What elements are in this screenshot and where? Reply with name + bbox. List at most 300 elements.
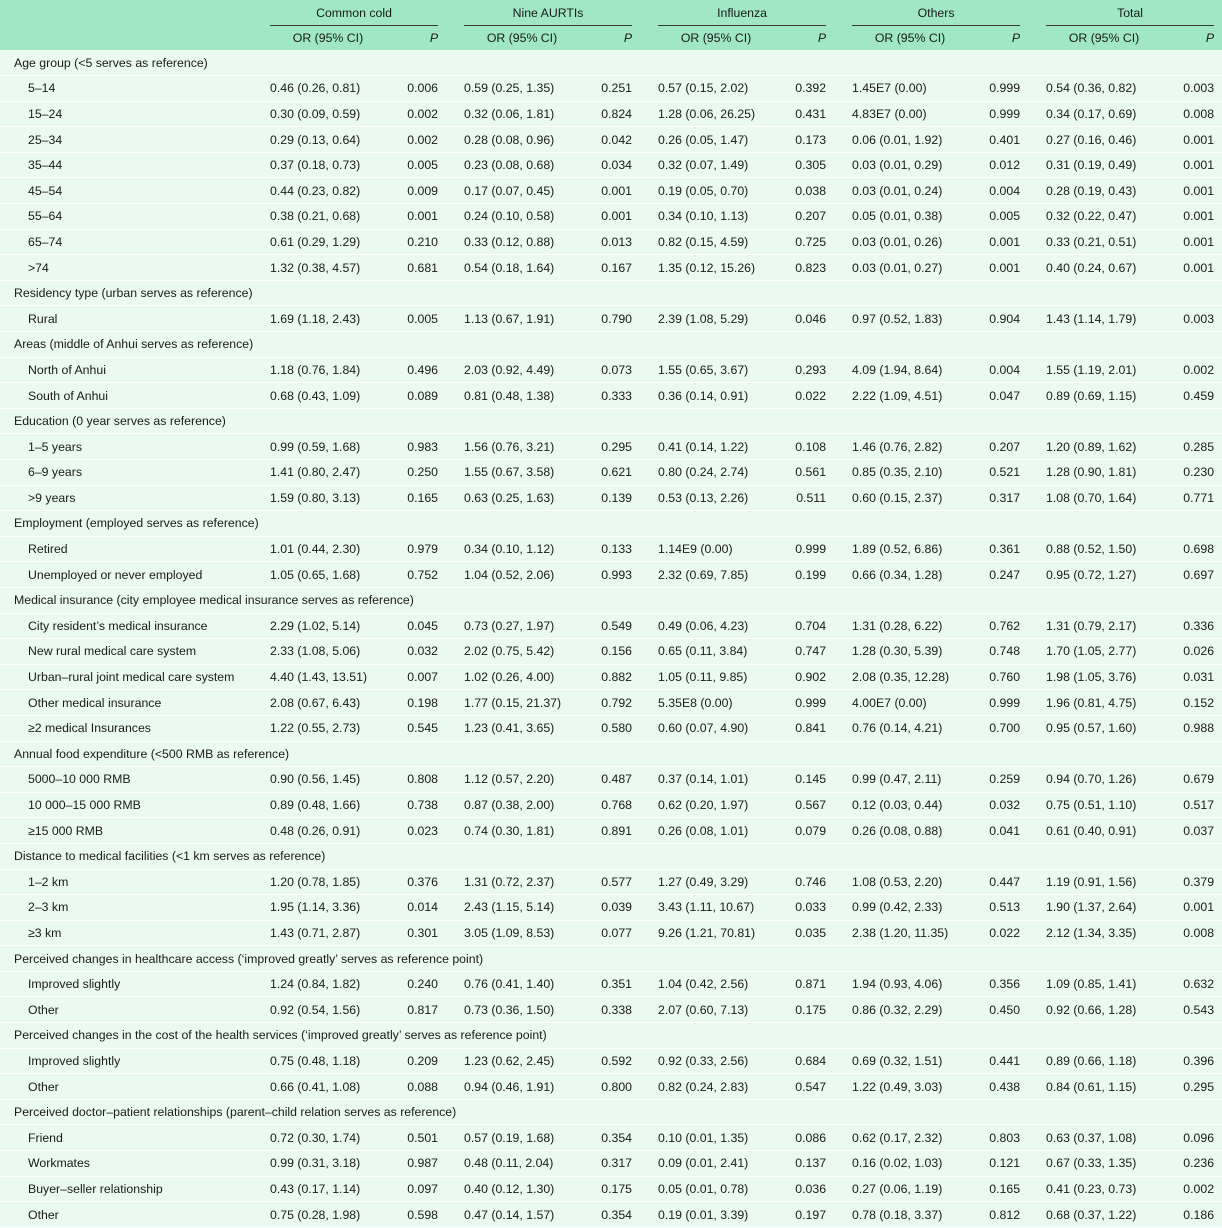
p-value-cell: 0.771 — [1170, 485, 1222, 511]
or-ci-cell: 0.31 (0.19, 0.49) — [1038, 152, 1170, 178]
p-value-cell: 0.441 — [976, 1048, 1028, 1074]
p-value-cell: 0.002 — [1170, 1176, 1222, 1202]
table-row — [0, 101, 1222, 127]
p-value-cell: 0.501 — [394, 1125, 446, 1151]
p-value-cell: 0.014 — [394, 895, 446, 921]
p-value-cell: 0.207 — [976, 434, 1028, 460]
p-value-cell: 0.746 — [782, 869, 834, 895]
table-row — [0, 152, 1222, 178]
p-value-cell: 0.760 — [976, 664, 1028, 690]
p-value-cell: 0.679 — [1170, 767, 1222, 793]
section-row — [0, 50, 1222, 76]
or-ci-cell: 2.02 (0.75, 5.42) — [456, 639, 588, 665]
p-value-cell: 0.545 — [394, 715, 446, 741]
p-value-cell: 0.904 — [976, 306, 1028, 332]
p-value-cell: 0.108 — [782, 434, 834, 460]
p-value-cell: 0.871 — [782, 971, 834, 997]
p-value-cell: 0.700 — [976, 715, 1028, 741]
or-ci-cell: 0.68 (0.43, 1.09) — [262, 383, 394, 409]
or-ci-cell: 0.95 (0.72, 1.27) — [1038, 562, 1170, 588]
or-ci-cell: 0.46 (0.26, 0.81) — [262, 76, 394, 102]
row-label: Retired — [0, 536, 262, 562]
header-p-label: P — [1011, 31, 1021, 45]
p-value-cell: 0.333 — [588, 383, 640, 409]
or-ci-cell: 1.35 (0.12, 15.26) — [650, 255, 782, 281]
p-value-cell: 0.046 — [782, 306, 834, 332]
or-ci-cell: 1.45E7 (0.00) — [844, 76, 976, 102]
row-label: >9 years — [0, 485, 262, 511]
or-ci-cell: 0.26 (0.08, 0.88) — [844, 818, 976, 844]
p-value-cell: 0.621 — [588, 460, 640, 486]
or-ci-cell: 0.99 (0.47, 2.11) — [844, 767, 976, 793]
row-label: North of Anhui — [0, 357, 262, 383]
or-ci-cell: 1.77 (0.15, 21.37) — [456, 690, 588, 716]
p-value-cell: 0.037 — [1170, 818, 1222, 844]
p-value-cell: 0.167 — [588, 255, 640, 281]
p-value-cell: 0.401 — [976, 127, 1028, 153]
or-ci-cell: 0.63 (0.37, 1.08) — [1038, 1125, 1170, 1151]
or-ci-cell: 1.31 (0.28, 6.22) — [844, 613, 976, 639]
row-label: Other — [0, 1202, 262, 1228]
p-value-cell: 0.152 — [1170, 690, 1222, 716]
p-value-cell: 0.042 — [588, 127, 640, 153]
table-row — [0, 127, 1222, 153]
header-p-label: P — [623, 31, 633, 45]
row-label: ≥3 km — [0, 920, 262, 946]
p-value-cell: 0.808 — [394, 767, 446, 793]
p-value-cell: 0.079 — [782, 818, 834, 844]
section-row — [0, 741, 1222, 767]
row-label: 55–64 — [0, 204, 262, 230]
or-ci-cell: 0.72 (0.30, 1.74) — [262, 1125, 394, 1151]
p-value-cell: 0.198 — [394, 690, 446, 716]
or-ci-cell: 0.16 (0.02, 1.03) — [844, 1151, 976, 1177]
or-ci-cell: 0.84 (0.61, 1.15) — [1038, 1074, 1170, 1100]
or-ci-cell: 1.55 (0.67, 3.58) — [456, 460, 588, 486]
or-ci-cell: 1.22 (0.55, 2.73) — [262, 715, 394, 741]
p-value-cell: 0.210 — [394, 229, 446, 255]
table-row — [0, 1048, 1222, 1074]
p-value-cell: 0.983 — [394, 434, 446, 460]
or-ci-cell: 0.10 (0.01, 1.35) — [650, 1125, 782, 1151]
or-ci-cell: 2.12 (1.34, 3.35) — [1038, 920, 1170, 946]
or-ci-cell: 1.95 (1.14, 3.36) — [262, 895, 394, 921]
or-ci-cell: 0.76 (0.14, 4.21) — [844, 715, 976, 741]
p-value-cell: 0.001 — [1170, 204, 1222, 230]
header-p-label: P — [1205, 31, 1215, 45]
or-ci-cell: 4.09 (1.94, 8.64) — [844, 357, 976, 383]
p-value-cell: 0.431 — [782, 101, 834, 127]
p-value-cell: 0.803 — [976, 1125, 1028, 1151]
or-ci-cell: 0.44 (0.23, 0.82) — [262, 178, 394, 204]
row-label: 2–3 km — [0, 895, 262, 921]
p-value-cell: 0.987 — [394, 1151, 446, 1177]
or-ci-cell: 0.19 (0.05, 0.70) — [650, 178, 782, 204]
section-title: Age group (<5 serves as reference) — [0, 50, 1222, 76]
p-value-cell: 0.543 — [1170, 997, 1222, 1023]
p-value-cell: 0.012 — [976, 152, 1028, 178]
or-ci-cell: 0.82 (0.24, 2.83) — [650, 1074, 782, 1100]
or-ci-cell: 0.81 (0.48, 1.38) — [456, 383, 588, 409]
section-row — [0, 408, 1222, 434]
table-row — [0, 715, 1222, 741]
or-ci-cell: 0.73 (0.27, 1.97) — [456, 613, 588, 639]
row-label: 65–74 — [0, 229, 262, 255]
p-value-cell: 0.790 — [588, 306, 640, 332]
p-value-cell: 0.285 — [1170, 434, 1222, 460]
or-ci-cell: 2.22 (1.09, 4.51) — [844, 383, 976, 409]
or-ci-cell: 0.87 (0.38, 2.00) — [456, 792, 588, 818]
p-value-cell: 0.173 — [782, 127, 834, 153]
header-or-label: OR (95% CI) — [874, 31, 946, 45]
or-ci-cell: 0.34 (0.10, 1.12) — [456, 536, 588, 562]
p-value-cell: 0.580 — [588, 715, 640, 741]
or-ci-cell: 0.94 (0.46, 1.91) — [456, 1074, 588, 1100]
p-value-cell: 0.023 — [394, 818, 446, 844]
or-ci-cell: 0.63 (0.25, 1.63) — [456, 485, 588, 511]
table-row — [0, 1125, 1222, 1151]
or-ci-cell: 1.28 (0.30, 5.39) — [844, 639, 976, 665]
row-label: Buyer–seller relationship — [0, 1176, 262, 1202]
p-value-cell: 0.993 — [588, 562, 640, 588]
or-ci-cell: 2.38 (1.20, 11.35) — [844, 920, 976, 946]
or-ci-cell: 1.96 (0.81, 4.75) — [1038, 690, 1170, 716]
section-row — [0, 843, 1222, 869]
p-value-cell: 0.517 — [1170, 792, 1222, 818]
section-title: Annual food expenditure (<500 RMB as reference) — [0, 741, 1222, 767]
or-ci-cell: 1.70 (1.05, 2.77) — [1038, 639, 1170, 665]
p-value-cell: 0.036 — [782, 1176, 834, 1202]
p-value-cell: 0.009 — [394, 178, 446, 204]
p-value-cell: 0.045 — [394, 613, 446, 639]
p-value-cell: 0.001 — [1170, 127, 1222, 153]
or-ci-cell: 0.75 (0.48, 1.18) — [262, 1048, 394, 1074]
or-ci-cell: 1.46 (0.76, 2.82) — [844, 434, 976, 460]
or-ci-cell: 2.03 (0.92, 4.49) — [456, 357, 588, 383]
or-ci-cell: 0.95 (0.57, 1.60) — [1038, 715, 1170, 741]
p-value-cell: 0.902 — [782, 664, 834, 690]
p-value-cell: 0.354 — [588, 1202, 640, 1228]
or-ci-cell: 0.32 (0.06, 1.81) — [456, 101, 588, 127]
or-ci-cell: 1.32 (0.38, 4.57) — [262, 255, 394, 281]
p-value-cell: 0.295 — [1170, 1074, 1222, 1100]
table-row — [0, 920, 1222, 946]
table-row — [0, 1176, 1222, 1202]
table-row — [0, 997, 1222, 1023]
row-label: New rural medical care system — [0, 639, 262, 665]
table-row — [0, 178, 1222, 204]
or-ci-cell: 0.60 (0.07, 4.90) — [650, 715, 782, 741]
or-ci-cell: 0.12 (0.03, 0.44) — [844, 792, 976, 818]
section-row — [0, 946, 1222, 972]
or-ci-cell: 0.99 (0.31, 3.18) — [262, 1151, 394, 1177]
or-ci-cell: 4.40 (1.43, 13.51) — [262, 664, 394, 690]
p-value-cell: 0.247 — [976, 562, 1028, 588]
or-ci-cell: 0.68 (0.37, 1.22) — [1038, 1202, 1170, 1228]
table-body — [0, 50, 1222, 1227]
p-value-cell: 0.748 — [976, 639, 1028, 665]
or-ci-cell: 2.32 (0.69, 7.85) — [650, 562, 782, 588]
section-title: Employment (employed serves as reference) — [0, 511, 1222, 537]
p-value-cell: 0.438 — [976, 1074, 1028, 1100]
p-value-cell: 0.139 — [588, 485, 640, 511]
or-ci-cell: 1.04 (0.42, 2.56) — [650, 971, 782, 997]
p-value-cell: 0.005 — [394, 306, 446, 332]
or-ci-cell: 1.04 (0.52, 2.06) — [456, 562, 588, 588]
or-ci-cell: 0.37 (0.18, 0.73) — [262, 152, 394, 178]
table-row — [0, 613, 1222, 639]
p-value-cell: 0.077 — [588, 920, 640, 946]
or-ci-cell: 1.27 (0.49, 3.29) — [650, 869, 782, 895]
or-ci-cell: 2.39 (1.08, 5.29) — [650, 306, 782, 332]
p-value-cell: 0.137 — [782, 1151, 834, 1177]
or-ci-cell: 1.08 (0.70, 1.64) — [1038, 485, 1170, 511]
row-label: Rural — [0, 306, 262, 332]
p-value-cell: 0.004 — [976, 178, 1028, 204]
section-title: Distance to medical facilities (<1 km serves as reference) — [0, 843, 1222, 869]
p-value-cell: 0.592 — [588, 1048, 640, 1074]
table-row — [0, 204, 1222, 230]
header-group-others: Others — [844, 0, 1028, 26]
header-or-label: OR (95% CI) — [1068, 31, 1140, 45]
p-value-cell: 0.035 — [782, 920, 834, 946]
p-value-cell: 0.698 — [1170, 536, 1222, 562]
p-value-cell: 0.354 — [588, 1125, 640, 1151]
row-label: South of Anhui — [0, 383, 262, 409]
or-ci-cell: 0.29 (0.13, 0.64) — [262, 127, 394, 153]
table-row — [0, 76, 1222, 102]
or-ci-cell: 0.33 (0.21, 0.51) — [1038, 229, 1170, 255]
header-or-label: OR (95% CI) — [680, 31, 752, 45]
table-row — [0, 895, 1222, 921]
row-label: Other — [0, 1074, 262, 1100]
p-value-cell: 0.207 — [782, 204, 834, 230]
or-ci-cell: 0.26 (0.05, 1.47) — [650, 127, 782, 153]
or-ci-cell: 0.61 (0.40, 0.91) — [1038, 818, 1170, 844]
p-value-cell: 0.003 — [1170, 76, 1222, 102]
table-row — [0, 255, 1222, 281]
section-title: Perceived changes in healthcare access (‘improved greatly’ serves as reference point) — [0, 946, 1222, 972]
or-ci-cell: 1.09 (0.85, 1.41) — [1038, 971, 1170, 997]
p-value-cell: 0.684 — [782, 1048, 834, 1074]
or-ci-cell: 0.23 (0.08, 0.68) — [456, 152, 588, 178]
p-value-cell: 0.086 — [782, 1125, 834, 1151]
table-row — [0, 1202, 1222, 1228]
p-value-cell: 0.259 — [976, 767, 1028, 793]
table-row — [0, 869, 1222, 895]
or-ci-cell: 0.85 (0.35, 2.10) — [844, 460, 976, 486]
p-value-cell: 0.301 — [394, 920, 446, 946]
p-value-cell: 0.001 — [588, 204, 640, 230]
p-value-cell: 0.001 — [394, 204, 446, 230]
table-row — [0, 485, 1222, 511]
p-value-cell: 0.999 — [782, 536, 834, 562]
or-ci-cell: 0.99 (0.59, 1.68) — [262, 434, 394, 460]
p-value-cell: 0.841 — [782, 715, 834, 741]
or-ci-cell: 0.53 (0.13, 2.26) — [650, 485, 782, 511]
or-ci-cell: 1.22 (0.49, 3.03) — [844, 1074, 976, 1100]
row-label: 5000–10 000 RMB — [0, 767, 262, 793]
or-ci-cell: 0.54 (0.36, 0.82) — [1038, 76, 1170, 102]
p-value-cell: 0.165 — [976, 1176, 1028, 1202]
header-p-label: P — [429, 31, 439, 45]
or-ci-cell: 0.75 (0.28, 1.98) — [262, 1202, 394, 1228]
table-row — [0, 1074, 1222, 1100]
or-ci-cell: 0.49 (0.06, 4.23) — [650, 613, 782, 639]
p-value-cell: 0.577 — [588, 869, 640, 895]
or-ci-cell: 1.02 (0.26, 4.00) — [456, 664, 588, 690]
row-label: Improved slightly — [0, 1048, 262, 1074]
p-value-cell: 0.156 — [588, 639, 640, 665]
section-row — [0, 280, 1222, 306]
or-ci-cell: 0.34 (0.10, 1.13) — [650, 204, 782, 230]
or-ci-cell: 1.31 (0.72, 2.37) — [456, 869, 588, 895]
or-ci-cell: 1.94 (0.93, 4.06) — [844, 971, 976, 997]
p-value-cell: 0.004 — [976, 357, 1028, 383]
or-ci-cell: 1.20 (0.78, 1.85) — [262, 869, 394, 895]
p-value-cell: 0.988 — [1170, 715, 1222, 741]
p-value-cell: 0.001 — [1170, 895, 1222, 921]
header-group-common-cold: Common cold — [262, 0, 446, 26]
p-value-cell: 0.008 — [1170, 920, 1222, 946]
or-ci-cell: 0.05 (0.01, 0.78) — [650, 1176, 782, 1202]
or-ci-cell: 0.38 (0.21, 0.68) — [262, 204, 394, 230]
p-value-cell: 0.567 — [782, 792, 834, 818]
row-label: 1–2 km — [0, 869, 262, 895]
table-row — [0, 767, 1222, 793]
or-ci-cell: 0.03 (0.01, 0.26) — [844, 229, 976, 255]
p-value-cell: 0.496 — [394, 357, 446, 383]
or-ci-cell: 0.47 (0.14, 1.57) — [456, 1202, 588, 1228]
p-value-cell: 0.392 — [782, 76, 834, 102]
section-row — [0, 332, 1222, 358]
or-ci-cell: 0.61 (0.29, 1.29) — [262, 229, 394, 255]
or-ci-cell: 1.41 (0.80, 2.47) — [262, 460, 394, 486]
or-ci-cell: 1.01 (0.44, 2.30) — [262, 536, 394, 562]
table-row — [0, 536, 1222, 562]
or-ci-cell: 0.57 (0.15, 2.02) — [650, 76, 782, 102]
table-row — [0, 971, 1222, 997]
p-value-cell: 0.747 — [782, 639, 834, 665]
or-ci-cell: 0.27 (0.06, 1.19) — [844, 1176, 976, 1202]
or-ci-cell: 0.06 (0.01, 1.92) — [844, 127, 976, 153]
p-value-cell: 0.979 — [394, 536, 446, 562]
p-value-cell: 0.376 — [394, 869, 446, 895]
or-ci-cell: 0.82 (0.15, 4.59) — [650, 229, 782, 255]
or-ci-cell: 0.17 (0.07, 0.45) — [456, 178, 588, 204]
row-label: 6–9 years — [0, 460, 262, 486]
or-ci-cell: 0.99 (0.42, 2.33) — [844, 895, 976, 921]
p-value-cell: 0.824 — [588, 101, 640, 127]
p-value-cell: 0.006 — [394, 76, 446, 102]
p-value-cell: 0.097 — [394, 1176, 446, 1202]
p-value-cell: 0.632 — [1170, 971, 1222, 997]
p-value-cell: 0.295 — [588, 434, 640, 460]
p-value-cell: 0.251 — [588, 76, 640, 102]
p-value-cell: 0.738 — [394, 792, 446, 818]
p-value-cell: 0.752 — [394, 562, 446, 588]
section-title: Perceived changes in the cost of the health services (‘improved greatly’ serves as reference point) — [0, 1023, 1222, 1049]
p-value-cell: 0.033 — [782, 895, 834, 921]
or-ci-cell: 0.66 (0.41, 1.08) — [262, 1074, 394, 1100]
p-value-cell: 0.882 — [588, 664, 640, 690]
header-p-label: P — [817, 31, 827, 45]
p-value-cell: 0.031 — [1170, 664, 1222, 690]
p-value-cell: 0.001 — [1170, 178, 1222, 204]
section-row — [0, 1099, 1222, 1125]
or-ci-cell: 0.28 (0.08, 0.96) — [456, 127, 588, 153]
row-label: 35–44 — [0, 152, 262, 178]
row-label: Workmates — [0, 1151, 262, 1177]
p-value-cell: 0.240 — [394, 971, 446, 997]
or-ci-cell: 2.33 (1.08, 5.06) — [262, 639, 394, 665]
or-ci-cell: 0.80 (0.24, 2.74) — [650, 460, 782, 486]
or-ci-cell: 2.07 (0.60, 7.13) — [650, 997, 782, 1023]
p-value-cell: 0.379 — [1170, 869, 1222, 895]
or-ci-cell: 0.37 (0.14, 1.01) — [650, 767, 782, 793]
p-value-cell: 0.088 — [394, 1074, 446, 1100]
row-label: ≥15 000 RMB — [0, 818, 262, 844]
header-group-total: Total — [1038, 0, 1222, 26]
or-ci-cell: 0.76 (0.41, 1.40) — [456, 971, 588, 997]
p-value-cell: 0.999 — [976, 76, 1028, 102]
p-value-cell: 0.022 — [782, 383, 834, 409]
or-ci-cell: 0.34 (0.17, 0.69) — [1038, 101, 1170, 127]
row-label: >74 — [0, 255, 262, 281]
p-value-cell: 0.817 — [394, 997, 446, 1023]
p-value-cell: 0.133 — [588, 536, 640, 562]
p-value-cell: 0.121 — [976, 1151, 1028, 1177]
or-ci-cell: 1.18 (0.76, 1.84) — [262, 357, 394, 383]
or-ci-cell: 0.40 (0.12, 1.30) — [456, 1176, 588, 1202]
or-ci-cell: 0.89 (0.48, 1.66) — [262, 792, 394, 818]
row-label: Urban–rural joint medical care system — [0, 664, 262, 690]
p-value-cell: 0.351 — [588, 971, 640, 997]
p-value-cell: 0.305 — [782, 152, 834, 178]
or-ci-cell: 1.31 (0.79, 2.17) — [1038, 613, 1170, 639]
p-value-cell: 0.230 — [1170, 460, 1222, 486]
header-or-label: OR (95% CI) — [486, 31, 558, 45]
p-value-cell: 0.336 — [1170, 613, 1222, 639]
or-ci-cell: 0.88 (0.52, 1.50) — [1038, 536, 1170, 562]
p-value-cell: 0.999 — [782, 690, 834, 716]
header-group-nine-aurtis: Nine AURTIs — [456, 0, 640, 26]
section-title: Medical insurance (city employee medical insurance serves as reference) — [0, 587, 1222, 613]
or-ci-cell: 1.55 (1.19, 2.01) — [1038, 357, 1170, 383]
table-row — [0, 562, 1222, 588]
table-row — [0, 1151, 1222, 1177]
or-ci-cell: 1.98 (1.05, 3.76) — [1038, 664, 1170, 690]
or-ci-cell: 0.89 (0.66, 1.18) — [1038, 1048, 1170, 1074]
or-ci-cell: 0.89 (0.69, 1.15) — [1038, 383, 1170, 409]
or-ci-cell: 1.55 (0.65, 3.67) — [650, 357, 782, 383]
p-value-cell: 0.447 — [976, 869, 1028, 895]
or-ci-cell: 0.43 (0.17, 1.14) — [262, 1176, 394, 1202]
table-row — [0, 639, 1222, 665]
p-value-cell: 0.013 — [588, 229, 640, 255]
p-value-cell: 0.487 — [588, 767, 640, 793]
or-ci-cell: 0.48 (0.11, 2.04) — [456, 1151, 588, 1177]
header-group-influenza: Influenza — [650, 0, 834, 26]
or-ci-cell: 0.74 (0.30, 1.81) — [456, 818, 588, 844]
or-ci-cell: 0.92 (0.54, 1.56) — [262, 997, 394, 1023]
or-ci-cell: 1.23 (0.62, 2.45) — [456, 1048, 588, 1074]
p-value-cell: 0.209 — [394, 1048, 446, 1074]
p-value-cell: 0.762 — [976, 613, 1028, 639]
table-row — [0, 357, 1222, 383]
or-ci-cell: 0.32 (0.22, 0.47) — [1038, 204, 1170, 230]
or-ci-cell: 3.05 (1.09, 8.53) — [456, 920, 588, 946]
